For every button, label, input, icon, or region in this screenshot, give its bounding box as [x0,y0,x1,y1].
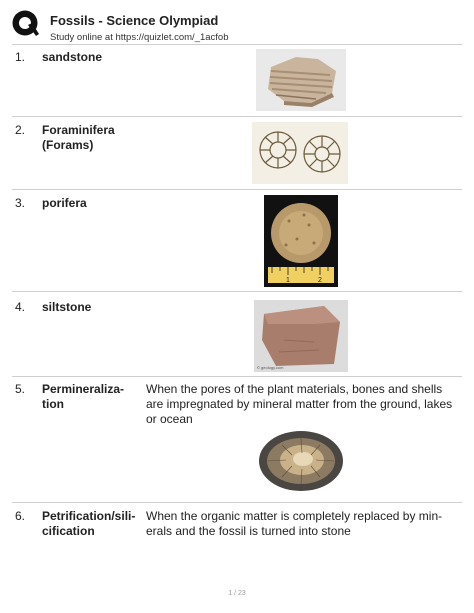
card-row [12,44,462,116]
ruler-label: 1 [286,277,290,284]
page-number: 1 / 23 [228,590,246,597]
siltstone-photo [254,300,348,372]
card-number: 2. [15,123,26,137]
card-row [12,292,462,376]
foraminifera-photo [252,122,348,184]
card-number: 1. [15,50,26,64]
card-row [12,377,462,501]
porifera-photo [264,195,338,287]
image-credit: © geology.com [257,365,284,370]
card-term: sandstone [42,50,103,64]
study-link[interactable]: Study online at https://quizlet.com/_1acfob [50,32,229,43]
quizlet-logo-icon [12,10,40,38]
card-definition: When the organic matter is completely replaced by min-erals and the fossil is turned into stone [146,509,443,538]
card-number: 6. [15,509,26,523]
card-row [12,503,462,563]
card-term: siltstone [42,300,92,314]
card-number: 5. [15,382,26,396]
page-title: Fossils - Science Olympiad [50,13,219,28]
card-term: Petrification/sili-cification [42,509,136,538]
card-term: Foraminifera (Forams) [42,123,115,152]
permineralization-photo [254,427,348,497]
card-term: porifera [42,196,87,210]
card-row [12,190,462,291]
card-term: Permineraliza-tion [42,382,125,411]
card-number: 3. [15,196,26,210]
sandstone-photo [256,49,346,111]
card-row [12,117,462,189]
card-definition: When the pores of the plant materials, bones and shells are impregnated by mineral matter from the ground, lakes or ocean [146,382,453,426]
ruler-label: 2 [318,277,322,284]
card-number: 4. [15,300,26,314]
